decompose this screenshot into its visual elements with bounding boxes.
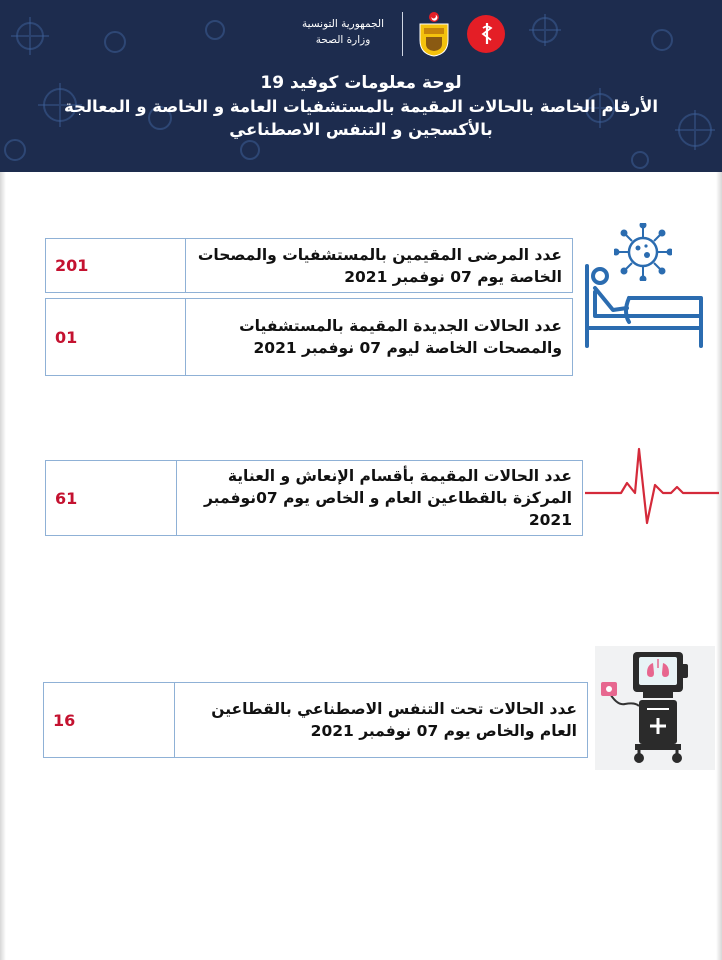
tunisia-coat-of-arms-icon: [412, 10, 456, 58]
ventilator-icon: [595, 646, 715, 770]
stat-row-new-admissions: [45, 298, 573, 376]
patient-bed-icon: [583, 262, 707, 350]
stat-value-intensive-care: 61: [46, 461, 177, 535]
stat-row-intensive-care: [45, 460, 583, 536]
ministry-name: [290, 16, 396, 48]
red-crescent-icon: [466, 14, 506, 54]
stat-label-ventilation: عدد الحالات تحت التنفس الاصطناعي بالقطاعين العام والخاص يوم 07 نوفمبر 2021: [211, 700, 577, 740]
stat-row-ventilation: [43, 682, 588, 758]
header-divider: [402, 12, 403, 56]
stat-value-ventilation: 16: [44, 683, 175, 757]
stat-label-new-admissions: عدد الحالات الجديدة المقيمة بالمستشفيات والمصحات الخاصة ليوم 07 نوفمبر 2021: [239, 317, 562, 357]
stat-label-hospitalized: عدد المرضى المقيمين بالمستشفيات والمصحات الخاصة يوم 07 نوفمبر 2021: [197, 245, 562, 286]
title-line-1: لوحة معلومات كوفيد 19: [260, 73, 462, 93]
page-edge-left: [0, 172, 6, 960]
header-banner: [0, 0, 722, 172]
stat-label-intensive-care: عدد الحالات المقيمة بأقسام الإنعاش و العناية المركزة بالقطاعين العام و الخاص يوم 07نوفمبر 2021: [204, 467, 572, 529]
stat-row-hospitalized: [45, 238, 573, 293]
page-title: [8, 71, 714, 141]
stat-value-new-admissions: 01: [46, 299, 186, 375]
title-line-3: بالأكسجين و التنفس الاصطناعي: [229, 120, 493, 139]
title-line-2: الأرقام الخاصة بالحالات المقيمة بالمستشفيات العامة و الخاصة و المعالجة: [63, 97, 659, 116]
ventilator-icon-panel: [595, 646, 715, 770]
heartbeat-icon: [583, 443, 719, 527]
stat-value-hospitalized: 201: [46, 239, 186, 292]
ministry-line-health: وزارة الصحة: [315, 34, 371, 46]
page-edge-right: [716, 172, 722, 960]
ministry-line-republic: الجمهورية التونسية: [302, 18, 384, 30]
